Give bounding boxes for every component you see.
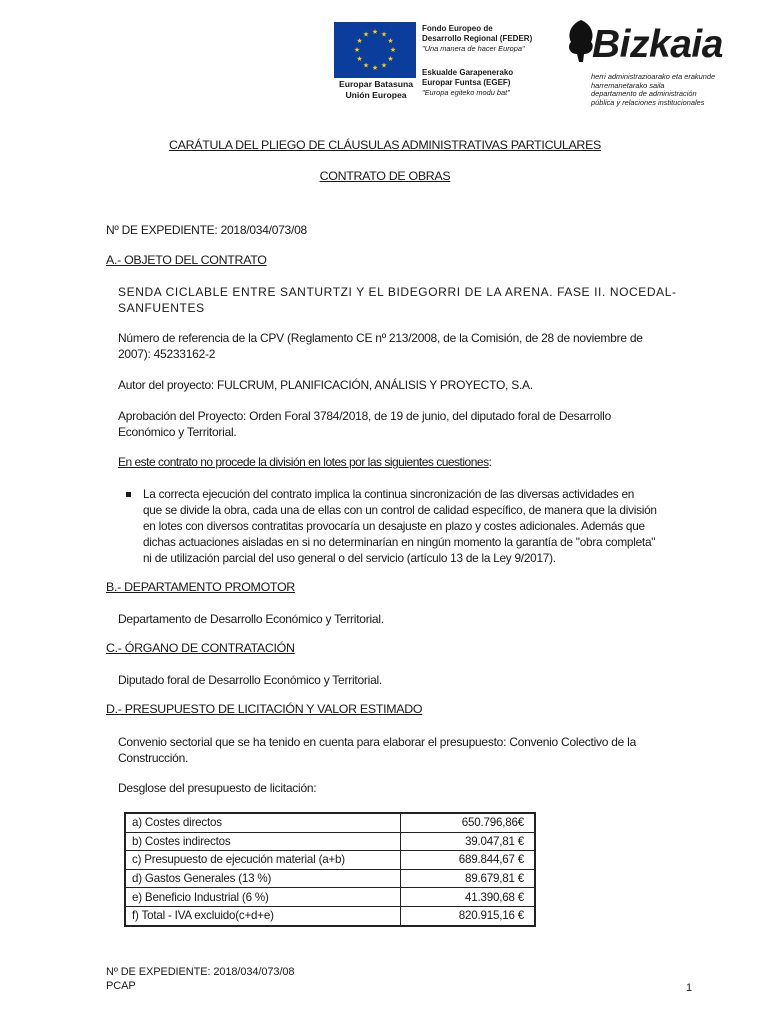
project-approval bbox=[118, 408, 698, 440]
svg-text:★: ★ bbox=[353, 46, 361, 54]
feder-line: Fondo Europeo de bbox=[422, 24, 493, 33]
table-row bbox=[125, 851, 535, 870]
feder-block bbox=[422, 24, 532, 54]
project-approval-line: Aprobación del Proyecto: Orden Foral 3784/2018, de 19 de junio, del diputado foral de Desarrollo bbox=[118, 409, 612, 423]
budget-label-cell: c) Presupuesto de ejecución material (a+b) bbox=[125, 851, 401, 870]
feder-slogan: "Una manera de hacer Europa" bbox=[422, 44, 525, 53]
budget-label-cell: a) Costes directos bbox=[125, 813, 401, 832]
budget-value-cell: 39.047,81 € bbox=[401, 832, 536, 851]
table-row bbox=[125, 869, 535, 888]
budget-label-cell: f) Total - IVA excluido(c+d+e) bbox=[125, 906, 401, 925]
bullet-marker bbox=[126, 492, 131, 497]
svg-text:★: ★ bbox=[362, 30, 370, 39]
contract-object-line: SENDA CICLABLE ENTRE SANTURTZI Y EL BIDEGORRI DE LA ARENA. FASE II. NOCEDAL- bbox=[118, 285, 677, 299]
table-row bbox=[125, 832, 535, 851]
eu-stars-icon bbox=[334, 22, 416, 78]
table-row bbox=[125, 813, 535, 832]
cpv-reference bbox=[118, 330, 698, 362]
document-title: CARÁTULA DEL PLIEGO DE CLÁUSULAS ADMINISTRATIVAS PARTICULARES bbox=[168, 138, 601, 152]
bizkaia-logo-text: Bizkaia bbox=[592, 23, 723, 66]
svg-text:★: ★ bbox=[371, 64, 379, 72]
section-d-heading: D.- PRESUPUESTO DE LICITACIÓN Y VALOR ESTIMADO bbox=[106, 702, 423, 716]
svg-text:★: ★ bbox=[356, 55, 363, 63]
eu-caption-line: Europar Batasuna bbox=[338, 79, 414, 89]
egef-block bbox=[422, 68, 513, 98]
budget-value-cell: 41.390,68 € bbox=[401, 888, 536, 907]
eu-caption-line: Unión Europea bbox=[345, 90, 407, 100]
svg-text:★: ★ bbox=[356, 37, 363, 45]
budget-label-cell: d) Gastos Generales (13 %) bbox=[125, 869, 401, 888]
lots-colon: : bbox=[488, 455, 492, 469]
bullet-line: ni de utilización parcial del uso general o del servicio (artículo 13 de la Ley 9/2017). bbox=[143, 551, 556, 565]
budget-value-cell: 689.844,67 € bbox=[401, 851, 536, 870]
bullet-line: La correcta ejecución del contrato implica la continua sincronización de las diversas actividades en bbox=[143, 487, 635, 501]
svg-text:★: ★ bbox=[387, 37, 394, 45]
budget-breakdown-label: Desglose del presupuesto de licitación: bbox=[118, 781, 317, 795]
svg-text:★: ★ bbox=[371, 28, 379, 36]
contract-object bbox=[118, 284, 698, 316]
cpv-reference-line: Número de referencia de la CPV (Reglamento CE nº 213/2008, de la Comisión, de 28 de noviembre de bbox=[118, 331, 643, 345]
document-subtitle: CONTRATO DE OBRAS bbox=[319, 169, 451, 183]
project-approval-line: Económico y Territorial. bbox=[118, 425, 237, 439]
budget-table bbox=[124, 812, 536, 927]
sector-agreement-line: Construcción. bbox=[118, 751, 189, 765]
section-b-heading: B.- DEPARTAMENTO PROMOTOR bbox=[106, 580, 295, 594]
table-row bbox=[125, 906, 535, 925]
lots-heading: En este contrato no procede la división en lotes por las siguientes cuestiones bbox=[118, 455, 489, 469]
page-number: 1 bbox=[686, 982, 693, 994]
bullet-line: que se divide la obra, cada una de ellas con un control de calidad específico, de manera que la división bbox=[143, 503, 657, 517]
expediente-number: Nº DE EXPEDIENTE: 2018/034/073/08 bbox=[106, 223, 307, 237]
bizkaia-subtitle bbox=[591, 73, 715, 107]
budget-value-cell: 820.915,16 € bbox=[401, 906, 536, 925]
eu-caption bbox=[330, 79, 422, 101]
lots-bullet-text bbox=[143, 486, 699, 566]
budget-value-cell: 650.796,86€ bbox=[401, 813, 536, 832]
cpv-reference-line: 2007): 45233162-2 bbox=[118, 347, 216, 361]
bullet-line: en lotes con diversos contratitas provocaría un desajuste en plazo y costes adicionales. Además que bbox=[143, 519, 645, 533]
bizkaia-subtitle-line: departamento de administración bbox=[591, 89, 697, 99]
promoting-department: Departamento de Desarrollo Económico y Territorial. bbox=[118, 612, 384, 626]
sector-agreement-line: Convenio sectorial que se ha tenido en cuenta para elaborar el presupuesto: Convenio Colectivo de la bbox=[118, 735, 637, 749]
svg-text:★: ★ bbox=[389, 46, 397, 54]
egef-line: Eskualde Garapenerako bbox=[422, 68, 514, 77]
bullet-line: dichas actuaciones aisladas en si no determinarían en ningún momento la garantía de "obra completa" bbox=[143, 535, 656, 549]
contracting-body: Diputado foral de Desarrollo Económico y Territorial. bbox=[118, 673, 382, 687]
egef-line: Europar Funtsa (EGEF) bbox=[422, 78, 511, 87]
feder-line: Desarrollo Regional (FEDER) bbox=[422, 34, 533, 43]
sector-agreement bbox=[118, 734, 698, 766]
project-author: Autor del proyecto: FULCRUM, PLANIFICACIÓN, ANÁLISIS Y PROYECTO, S.A. bbox=[118, 378, 533, 392]
svg-text:★: ★ bbox=[380, 61, 388, 70]
eu-flag-logo bbox=[334, 22, 416, 78]
egef-slogan: "Europa egiteko modu bat" bbox=[422, 88, 510, 97]
section-a-heading: A.- OBJETO DEL CONTRATO bbox=[106, 253, 267, 267]
lots-statement bbox=[118, 454, 492, 470]
svg-text:★: ★ bbox=[362, 61, 370, 70]
bizkaia-subtitle-line: pública y relaciones institucionales bbox=[591, 97, 705, 107]
budget-label-cell: e) Beneficio Industrial (6 %) bbox=[125, 888, 401, 907]
svg-text:★: ★ bbox=[380, 30, 388, 39]
footer-expediente: Nº DE EXPEDIENTE: 2018/034/073/08 bbox=[106, 966, 295, 978]
budget-label-cell: b) Costes indirectos bbox=[125, 832, 401, 851]
contract-object-line: SANFUENTES bbox=[118, 301, 205, 315]
bizkaia-subtitle-line: herri administrazioarako eta erakunde bbox=[591, 72, 716, 81]
budget-value-cell: 89.679,81 € bbox=[401, 869, 536, 888]
svg-text:★: ★ bbox=[387, 55, 394, 63]
table-row bbox=[125, 888, 535, 907]
footer-doc-code: PCAP bbox=[106, 980, 136, 992]
section-c-heading: C.- ÓRGANO DE CONTRATACIÓN bbox=[106, 641, 295, 655]
bizkaia-subtitle-line: harremanetarako saila bbox=[591, 80, 665, 90]
